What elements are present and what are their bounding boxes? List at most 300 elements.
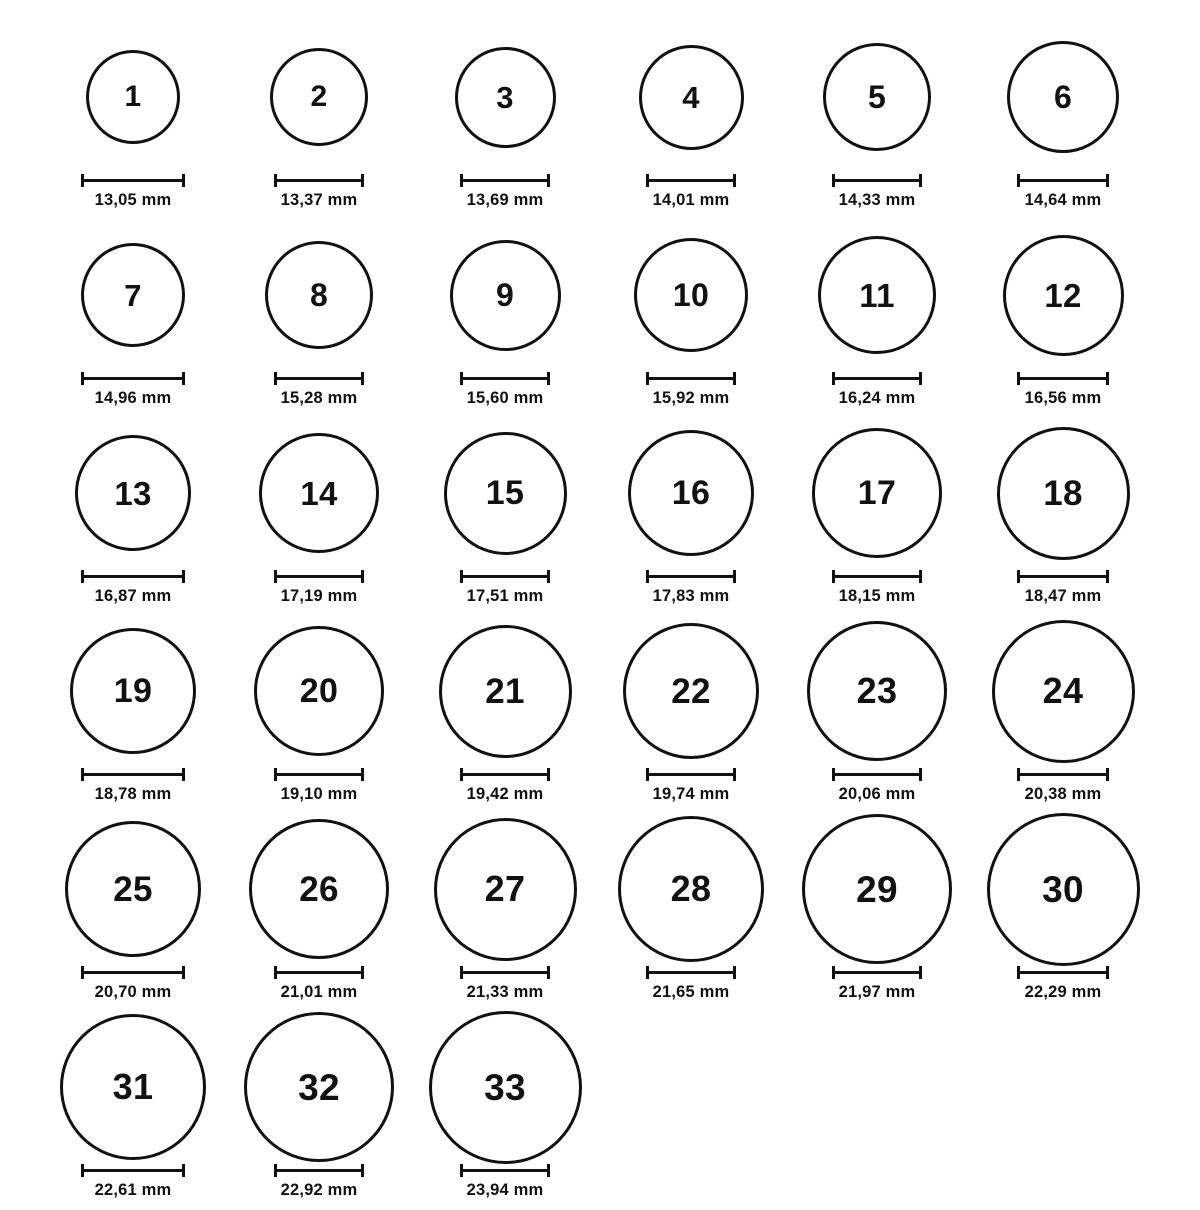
ring-circle	[86, 50, 180, 144]
ring-circle-wrap	[75, 418, 191, 568]
ring-circle-wrap	[65, 814, 201, 964]
ring-circle-wrap	[429, 1012, 582, 1162]
ring-circle-wrap	[244, 1012, 394, 1162]
caliper-tick-right	[547, 768, 550, 781]
ring-diameter-label: 18,78 mm	[94, 785, 172, 803]
caliper-icon	[274, 966, 364, 978]
ring-size-number: 8	[309, 277, 329, 313]
ring-circle-wrap	[634, 220, 748, 370]
ring-measurement	[1017, 174, 1109, 210]
caliper-tick-right	[182, 174, 185, 187]
ring-size-item[interactable]	[784, 22, 970, 210]
ring-diameter-label: 17,51 mm	[466, 587, 544, 605]
ring-size-item[interactable]	[598, 616, 784, 804]
ring-diameter-label: 14,01 mm	[652, 191, 730, 209]
ring-measurement	[832, 174, 922, 210]
ring-circle-wrap	[802, 814, 952, 964]
ring-measurement	[460, 174, 550, 210]
ring-size-number: 25	[113, 869, 153, 909]
caliper-tick-right	[361, 966, 364, 979]
caliper-tick-right	[182, 1164, 185, 1177]
ring-circle	[618, 816, 764, 962]
ring-measurement	[646, 768, 736, 804]
caliper-icon	[81, 768, 185, 780]
caliper-tick-right	[361, 174, 364, 187]
ring-size-item[interactable]	[784, 220, 970, 408]
caliper-tick-right	[733, 768, 736, 781]
ring-diameter-label: 14,96 mm	[94, 389, 172, 407]
ring-circle-wrap	[249, 814, 389, 964]
ring-size-number: 6	[1053, 79, 1073, 115]
ring-size-item[interactable]	[412, 814, 598, 1002]
caliper-tick-right	[919, 372, 922, 385]
ring-circle-wrap	[1003, 220, 1124, 370]
ring-circle	[1003, 235, 1124, 356]
ring-size-number: 21	[485, 671, 525, 711]
ring-measurement	[832, 768, 922, 804]
ring-size-number: 19	[113, 672, 153, 710]
ring-size-item[interactable]	[784, 616, 970, 804]
ring-measurement	[646, 570, 736, 606]
caliper-tick-left	[646, 768, 649, 781]
ring-diameter-label: 16,56 mm	[1024, 389, 1102, 407]
caliper-icon	[460, 570, 550, 582]
ring-circle-wrap	[60, 1012, 206, 1162]
caliper-tick-left	[274, 966, 277, 979]
caliper-icon	[274, 174, 364, 186]
caliper-bar	[832, 773, 922, 776]
ring-circle-wrap	[623, 616, 759, 766]
ring-size-number: 33	[484, 1066, 526, 1108]
caliper-icon	[81, 570, 185, 582]
caliper-bar	[832, 575, 922, 578]
ring-size-number: 18	[1043, 473, 1083, 513]
ring-circle-wrap	[81, 220, 185, 370]
caliper-tick-right	[919, 966, 922, 979]
caliper-tick-right	[182, 372, 185, 385]
caliper-tick-left	[274, 768, 277, 781]
ring-circle-wrap	[1007, 22, 1119, 172]
caliper-tick-right	[547, 570, 550, 583]
caliper-tick-left	[646, 174, 649, 187]
caliper-tick-left	[274, 1164, 277, 1177]
ring-size-row	[40, 220, 1160, 418]
caliper-icon	[81, 1164, 185, 1176]
caliper-bar	[646, 179, 736, 182]
ring-measurement	[646, 966, 736, 1002]
caliper-tick-left	[832, 570, 835, 583]
caliper-tick-right	[733, 174, 736, 187]
ring-circle-wrap	[455, 22, 556, 172]
ring-size-number: 14	[300, 474, 338, 512]
ring-circle-wrap	[823, 22, 931, 172]
caliper-tick-right	[182, 570, 185, 583]
caliper-bar	[832, 377, 922, 380]
ring-diameter-label: 17,83 mm	[652, 587, 730, 605]
caliper-icon	[832, 372, 922, 384]
ring-circle	[439, 625, 572, 758]
ring-size-number: 23	[856, 670, 898, 711]
caliper-icon	[460, 966, 550, 978]
caliper-bar	[274, 773, 364, 776]
ring-diameter-label: 20,38 mm	[1024, 785, 1102, 803]
ring-size-number: 10	[672, 277, 710, 313]
caliper-tick-right	[361, 1164, 364, 1177]
ring-circle-wrap	[434, 814, 577, 964]
ring-measurement	[274, 768, 364, 804]
caliper-tick-left	[460, 570, 463, 583]
caliper-bar	[460, 773, 550, 776]
caliper-bar	[81, 1169, 185, 1172]
caliper-tick-left	[832, 174, 835, 187]
ring-circle-wrap	[86, 22, 180, 172]
caliper-bar	[832, 179, 922, 182]
caliper-bar	[274, 971, 364, 974]
ring-size-number: 32	[298, 1066, 340, 1108]
caliper-bar	[460, 377, 550, 380]
ring-diameter-label: 16,24 mm	[838, 389, 916, 407]
caliper-bar	[646, 575, 736, 578]
caliper-icon	[832, 174, 922, 186]
ring-size-number: 28	[670, 868, 712, 909]
caliper-tick-left	[81, 768, 84, 781]
ring-size-number: 24	[1042, 670, 1084, 711]
ring-circle-wrap	[807, 616, 947, 766]
ring-diameter-label: 13,69 mm	[466, 191, 544, 209]
caliper-icon	[1017, 372, 1109, 384]
ring-circle-wrap	[812, 418, 942, 568]
ring-circle	[997, 427, 1130, 560]
ring-measurement	[646, 372, 736, 408]
ring-measurement	[1017, 768, 1109, 804]
ring-measurement	[274, 174, 364, 210]
caliper-tick-left	[832, 966, 835, 979]
ring-size-row	[40, 1012, 1160, 1210]
ring-circle-wrap	[259, 418, 379, 568]
ring-circle	[455, 47, 556, 148]
caliper-icon	[832, 570, 922, 582]
ring-diameter-label: 21,01 mm	[280, 983, 358, 1001]
ring-diameter-label: 19,74 mm	[652, 785, 730, 803]
ring-size-item[interactable]	[970, 616, 1156, 804]
caliper-tick-left	[1017, 768, 1020, 781]
ring-circle-wrap	[450, 220, 561, 370]
ring-circle	[244, 1012, 394, 1162]
ring-measurement	[274, 372, 364, 408]
ring-size-item[interactable]	[40, 418, 226, 606]
ring-size-number: 16	[671, 474, 711, 512]
ring-size-item[interactable]	[412, 418, 598, 606]
caliper-tick-left	[1017, 372, 1020, 385]
caliper-tick-right	[919, 768, 922, 781]
ring-size-number: 7	[124, 277, 142, 313]
caliper-icon	[460, 372, 550, 384]
ring-circle-wrap	[992, 616, 1135, 766]
ring-size-item[interactable]	[40, 1012, 226, 1200]
ring-size-number: 31	[112, 1066, 154, 1107]
ring-size-item[interactable]	[784, 418, 970, 606]
caliper-icon	[646, 768, 736, 780]
ring-size-number: 5	[867, 79, 887, 115]
caliper-tick-left	[81, 174, 84, 187]
caliper-tick-right	[182, 966, 185, 979]
ring-diameter-label: 17,19 mm	[280, 587, 358, 605]
ring-diameter-label: 20,06 mm	[838, 785, 916, 803]
caliper-tick-left	[1017, 570, 1020, 583]
ring-measurement	[81, 372, 185, 408]
ring-size-item[interactable]	[226, 616, 412, 804]
caliper-tick-left	[460, 372, 463, 385]
ring-size-number: 3	[496, 79, 514, 115]
ring-circle-wrap	[618, 814, 764, 964]
caliper-icon	[81, 174, 185, 186]
ring-circle-wrap	[444, 418, 567, 568]
ring-circle-wrap	[628, 418, 754, 568]
caliper-tick-left	[81, 372, 84, 385]
caliper-tick-right	[733, 966, 736, 979]
ring-circle	[823, 43, 931, 151]
ring-size-item[interactable]	[226, 814, 412, 1002]
caliper-tick-right	[1106, 768, 1109, 781]
ring-circle-wrap	[997, 418, 1130, 568]
ring-circle	[259, 433, 379, 553]
caliper-icon	[460, 1164, 550, 1176]
caliper-tick-left	[646, 966, 649, 979]
ring-size-item[interactable]	[598, 814, 784, 1002]
caliper-bar	[460, 971, 550, 974]
caliper-tick-right	[361, 768, 364, 781]
ring-size-item[interactable]	[226, 22, 412, 210]
caliper-tick-left	[646, 570, 649, 583]
ring-size-item[interactable]	[598, 22, 784, 210]
ring-circle	[639, 45, 744, 150]
ring-circle-wrap	[639, 22, 744, 172]
caliper-bar	[274, 179, 364, 182]
ring-measurement	[646, 174, 736, 210]
ring-diameter-label: 14,64 mm	[1024, 191, 1102, 209]
caliper-tick-left	[81, 1164, 84, 1177]
caliper-tick-left	[460, 174, 463, 187]
ring-size-number: 26	[299, 869, 339, 909]
ring-size-number: 20	[299, 672, 339, 710]
ring-size-item[interactable]	[40, 616, 226, 804]
ring-size-row	[40, 418, 1160, 616]
caliper-tick-left	[646, 372, 649, 385]
caliper-tick-left	[1017, 966, 1020, 979]
ring-measurement	[274, 966, 364, 1002]
caliper-tick-right	[547, 174, 550, 187]
ring-size-item[interactable]	[226, 220, 412, 408]
ring-circle	[628, 430, 754, 556]
caliper-tick-right	[919, 570, 922, 583]
caliper-tick-right	[361, 570, 364, 583]
ring-circle	[807, 621, 947, 761]
caliper-bar	[646, 971, 736, 974]
caliper-icon	[832, 966, 922, 978]
ring-circle	[70, 628, 196, 754]
ring-circle	[434, 818, 577, 961]
ring-size-number: 11	[859, 276, 895, 314]
ring-measurement	[81, 768, 185, 804]
ring-measurement	[460, 768, 550, 804]
ring-size-row	[40, 814, 1160, 1012]
caliper-tick-right	[1106, 570, 1109, 583]
ring-circle	[65, 821, 201, 957]
ring-measurement	[832, 966, 922, 1002]
caliper-icon	[274, 1164, 364, 1176]
ring-size-number: 27	[484, 868, 526, 909]
ring-circle-wrap	[270, 22, 368, 172]
ring-size-number: 15	[485, 474, 525, 512]
ring-size-item[interactable]	[970, 22, 1156, 210]
caliper-icon	[646, 570, 736, 582]
ring-diameter-label: 21,33 mm	[466, 983, 544, 1001]
ring-size-row	[40, 22, 1160, 220]
caliper-bar	[81, 971, 185, 974]
ring-circle	[1007, 41, 1119, 153]
ring-circle	[265, 241, 373, 349]
caliper-icon	[460, 768, 550, 780]
ring-measurement	[460, 372, 550, 408]
caliper-tick-left	[81, 570, 84, 583]
ring-diameter-label: 15,28 mm	[280, 389, 358, 407]
caliper-icon	[1017, 174, 1109, 186]
ring-diameter-label: 20,70 mm	[94, 983, 172, 1001]
ring-circle-wrap	[987, 814, 1140, 964]
ring-measurement	[1017, 966, 1109, 1002]
ring-size-item[interactable]	[970, 418, 1156, 606]
caliper-tick-left	[460, 966, 463, 979]
ring-size-item[interactable]	[40, 22, 226, 210]
ring-size-number: 29	[856, 868, 898, 910]
ring-circle	[450, 240, 561, 351]
ring-size-number: 12	[1044, 276, 1082, 314]
caliper-bar	[646, 377, 736, 380]
ring-size-row	[40, 616, 1160, 814]
ring-circle-wrap	[70, 616, 196, 766]
ring-measurement	[460, 570, 550, 606]
caliper-tick-right	[1106, 372, 1109, 385]
caliper-bar	[1017, 377, 1109, 380]
ring-size-number: 17	[857, 474, 897, 512]
caliper-bar	[1017, 773, 1109, 776]
ring-measurement	[832, 570, 922, 606]
caliper-icon	[1017, 768, 1109, 780]
ring-diameter-label: 19,42 mm	[466, 785, 544, 803]
caliper-bar	[81, 179, 185, 182]
ring-size-item[interactable]	[412, 1012, 598, 1200]
caliper-tick-left	[460, 768, 463, 781]
ring-size-number: 4	[682, 79, 700, 115]
caliper-bar	[81, 773, 185, 776]
ring-diameter-label: 15,92 mm	[652, 389, 730, 407]
ring-size-item[interactable]	[412, 616, 598, 804]
caliper-icon	[646, 372, 736, 384]
ring-measurement	[81, 966, 185, 1002]
ring-diameter-label: 22,29 mm	[1024, 983, 1102, 1001]
ring-circle	[60, 1014, 206, 1160]
ring-size-number: 13	[114, 474, 152, 512]
caliper-icon	[646, 966, 736, 978]
ring-size-item[interactable]	[40, 814, 226, 1002]
ring-diameter-label: 21,97 mm	[838, 983, 916, 1001]
caliper-icon	[274, 570, 364, 582]
caliper-tick-right	[1106, 174, 1109, 187]
caliper-tick-left	[81, 966, 84, 979]
ring-measurement	[274, 1164, 364, 1200]
caliper-icon	[81, 966, 185, 978]
ring-circle	[634, 238, 748, 352]
caliper-tick-left	[274, 570, 277, 583]
ring-size-item[interactable]	[784, 814, 970, 1002]
ring-circle	[75, 435, 191, 551]
caliper-tick-left	[274, 372, 277, 385]
ring-diameter-label: 18,47 mm	[1024, 587, 1102, 605]
ring-measurement	[81, 174, 185, 210]
ring-size-item[interactable]	[598, 220, 784, 408]
ring-diameter-label: 15,60 mm	[466, 389, 544, 407]
caliper-bar	[1017, 575, 1109, 578]
caliper-tick-left	[832, 768, 835, 781]
caliper-tick-left	[274, 174, 277, 187]
caliper-icon	[274, 372, 364, 384]
ring-measurement	[460, 1164, 550, 1200]
caliper-bar	[274, 1169, 364, 1172]
ring-diameter-label: 14,33 mm	[838, 191, 916, 209]
caliper-icon	[1017, 966, 1109, 978]
ring-circle	[812, 428, 942, 558]
caliper-icon	[81, 372, 185, 384]
caliper-icon	[460, 174, 550, 186]
ring-circle	[818, 236, 936, 354]
ring-size-item[interactable]	[40, 220, 226, 408]
ring-measurement	[832, 372, 922, 408]
ring-measurement	[1017, 570, 1109, 606]
ring-size-item[interactable]	[412, 220, 598, 408]
ring-size-item[interactable]	[970, 814, 1156, 1002]
ring-diameter-label: 13,37 mm	[280, 191, 358, 209]
ring-circle	[987, 813, 1140, 966]
ring-size-item[interactable]	[598, 418, 784, 606]
ring-measurement	[81, 570, 185, 606]
caliper-tick-right	[361, 372, 364, 385]
ring-size-item[interactable]	[412, 22, 598, 210]
ring-size-item[interactable]	[226, 1012, 412, 1200]
ring-circle	[623, 623, 759, 759]
ring-diameter-label: 16,87 mm	[94, 587, 172, 605]
ring-size-number: 2	[310, 80, 328, 113]
caliper-tick-right	[547, 966, 550, 979]
ring-measurement	[274, 570, 364, 606]
ring-circle-wrap	[818, 220, 936, 370]
caliper-bar	[460, 179, 550, 182]
ring-diameter-label: 22,61 mm	[94, 1181, 172, 1199]
caliper-tick-left	[832, 372, 835, 385]
caliper-tick-right	[547, 1164, 550, 1177]
caliper-tick-right	[547, 372, 550, 385]
caliper-tick-left	[1017, 174, 1020, 187]
ring-size-item[interactable]	[226, 418, 412, 606]
caliper-bar	[1017, 971, 1109, 974]
caliper-icon	[274, 768, 364, 780]
ring-diameter-label: 22,92 mm	[280, 1181, 358, 1199]
caliper-tick-right	[1106, 966, 1109, 979]
caliper-bar	[1017, 179, 1109, 182]
ring-size-item[interactable]	[970, 220, 1156, 408]
ring-circle	[802, 814, 952, 964]
ring-circle	[992, 620, 1135, 763]
caliper-icon	[646, 174, 736, 186]
